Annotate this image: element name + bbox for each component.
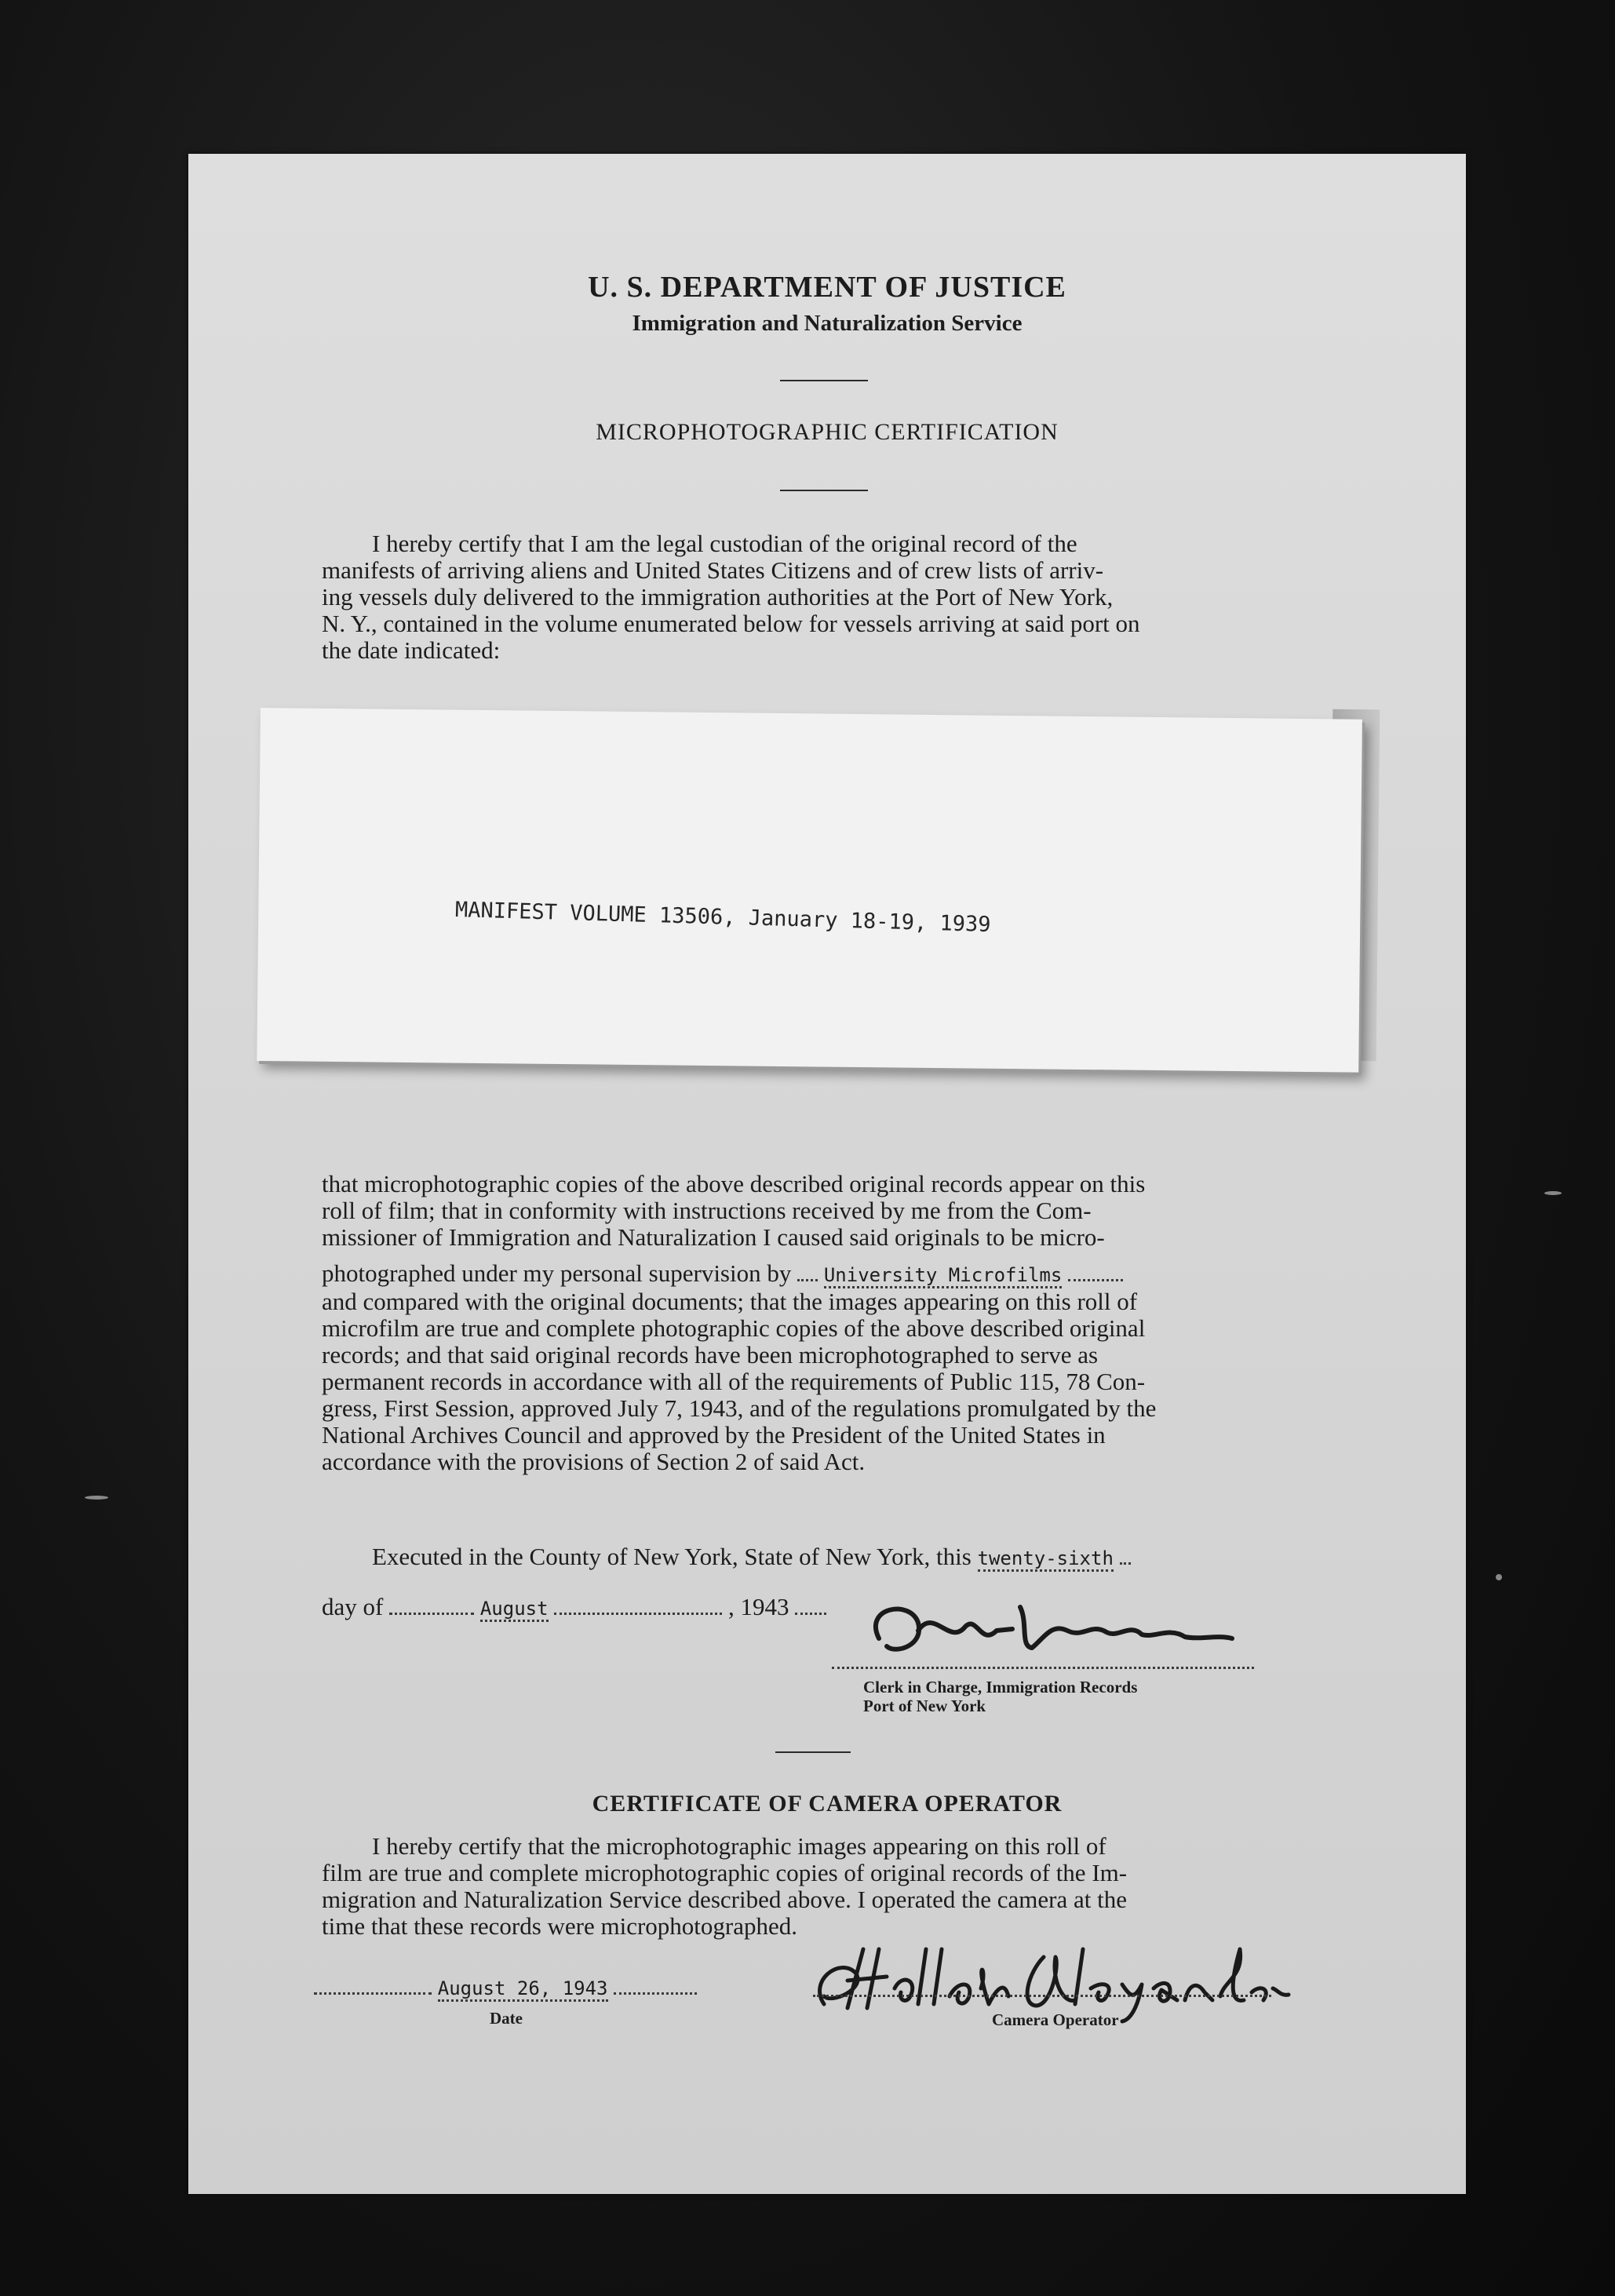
certificate-page bbox=[188, 154, 1466, 2194]
executed-line bbox=[372, 1543, 1131, 1571]
body-line: gress, First Session, approved July 7, 1943, and of the regulations promulgated by the bbox=[322, 1394, 1157, 1422]
film-speck bbox=[85, 1496, 108, 1500]
intro-line: ing vessels duly delivered to the immigration authorities at the Port of New York, bbox=[322, 583, 1114, 610]
operator-line: time that these records were microphotographed. bbox=[322, 1912, 797, 1940]
intro-paragraph bbox=[322, 530, 1315, 664]
operator-line: film are true and complete microphotographic copies of original records of the Im- bbox=[322, 1859, 1128, 1886]
clerk-signature bbox=[832, 1591, 1271, 1678]
intro-line: manifests of arriving aliens and United States Citizens and of crew lists of arriv- bbox=[322, 556, 1104, 584]
body-line: missioner of Immigration and Naturalization I caused said originals to be micro- bbox=[322, 1223, 1105, 1251]
dotted-leader bbox=[1068, 1260, 1123, 1281]
body-line: and compared with the original documents; that the images appearing on this roll of bbox=[322, 1288, 1138, 1315]
intro-line: the date indicated: bbox=[322, 636, 501, 664]
camera-operator-paragraph bbox=[322, 1833, 1315, 1940]
body-line: records; and that said original records have been microphotographed to serve as bbox=[322, 1341, 1099, 1368]
body-line: permanent records in accordance with all of the requirements of Public 115, 78 Con- bbox=[322, 1368, 1146, 1395]
clerk-title bbox=[863, 1678, 1137, 1715]
body-paragraph bbox=[322, 1171, 1315, 1475]
clerk-title-line: Clerk in Charge, Immigration Records bbox=[863, 1678, 1138, 1696]
intro-line: I hereby certify that I am the legal custodian of the original record of the bbox=[372, 530, 1077, 557]
execution-month-value: August bbox=[480, 1598, 549, 1622]
divider bbox=[780, 380, 868, 381]
manifest-volume-text: MANIFEST VOLUME 13506, January 18-19, 1939 bbox=[454, 898, 991, 938]
execution-year: , 1943 bbox=[728, 1593, 789, 1620]
dotted-leader bbox=[614, 1973, 697, 1995]
day-of-label: day of bbox=[322, 1593, 384, 1620]
body-line: that microphotographic copies of the above described original records appear on this bbox=[322, 1170, 1146, 1197]
photographed-by-line bbox=[322, 1260, 1315, 1288]
body-line: National Archives Council and approved by the President of the United States in bbox=[322, 1421, 1106, 1449]
operator-signature-line bbox=[813, 1995, 1271, 1997]
photographed-by-value: University Microfilms bbox=[824, 1264, 1062, 1288]
photographed-prefix: photographed under my personal supervision by bbox=[322, 1259, 792, 1287]
operator-date-line bbox=[314, 1973, 697, 2001]
certification-title: MICROPHOTOGRAPHIC CERTIFICATION bbox=[596, 419, 1059, 445]
dotted-leader bbox=[797, 1260, 818, 1281]
camera-operator-label: Camera Operator bbox=[992, 2010, 1119, 2029]
film-speck bbox=[1544, 1191, 1562, 1195]
operator-line: I hereby certify that the microphotographic images appearing on this roll of bbox=[372, 1832, 1106, 1860]
clerk-port-line: Port of New York bbox=[863, 1696, 986, 1715]
operator-line: migration and Naturalization Service described above. I operated the camera at the bbox=[322, 1886, 1127, 1913]
dotted-leader bbox=[795, 1594, 826, 1615]
dotted-leader bbox=[1120, 1543, 1131, 1565]
body-line: accordance with the provisions of Section 2 of said Act. bbox=[322, 1448, 866, 1475]
department-heading: U. S. DEPARTMENT OF JUSTICE bbox=[588, 271, 1066, 304]
intro-line: N. Y., contained in the volume enumerated below for vessels arriving at said port on bbox=[322, 610, 1140, 637]
body-line: roll of film; that in conformity with instructions received by me from the Com- bbox=[322, 1197, 1092, 1224]
divider bbox=[775, 1751, 851, 1753]
date-label: Date bbox=[490, 2009, 523, 2028]
divider bbox=[780, 490, 868, 491]
clerk-signature-line bbox=[832, 1667, 1254, 1669]
manifest-slip bbox=[257, 708, 1362, 1073]
film-speck bbox=[1496, 1574, 1502, 1580]
camera-operator-title: CERTIFICATE OF CAMERA OPERATOR bbox=[592, 1791, 1063, 1817]
body-line: microfilm are true and complete photographic copies of the above described original bbox=[322, 1314, 1146, 1342]
day-of-line bbox=[322, 1593, 826, 1621]
executed-prefix: Executed in the County of New York, State of New York, this bbox=[372, 1543, 972, 1570]
service-subheading: Immigration and Naturalization Service bbox=[632, 311, 1023, 336]
dotted-leader bbox=[554, 1594, 722, 1615]
dotted-leader bbox=[314, 1973, 432, 1995]
operator-date-value: August 26, 1943 bbox=[438, 1977, 608, 2002]
dotted-leader bbox=[389, 1594, 474, 1615]
execution-day-value: twenty-sixth bbox=[978, 1547, 1114, 1572]
